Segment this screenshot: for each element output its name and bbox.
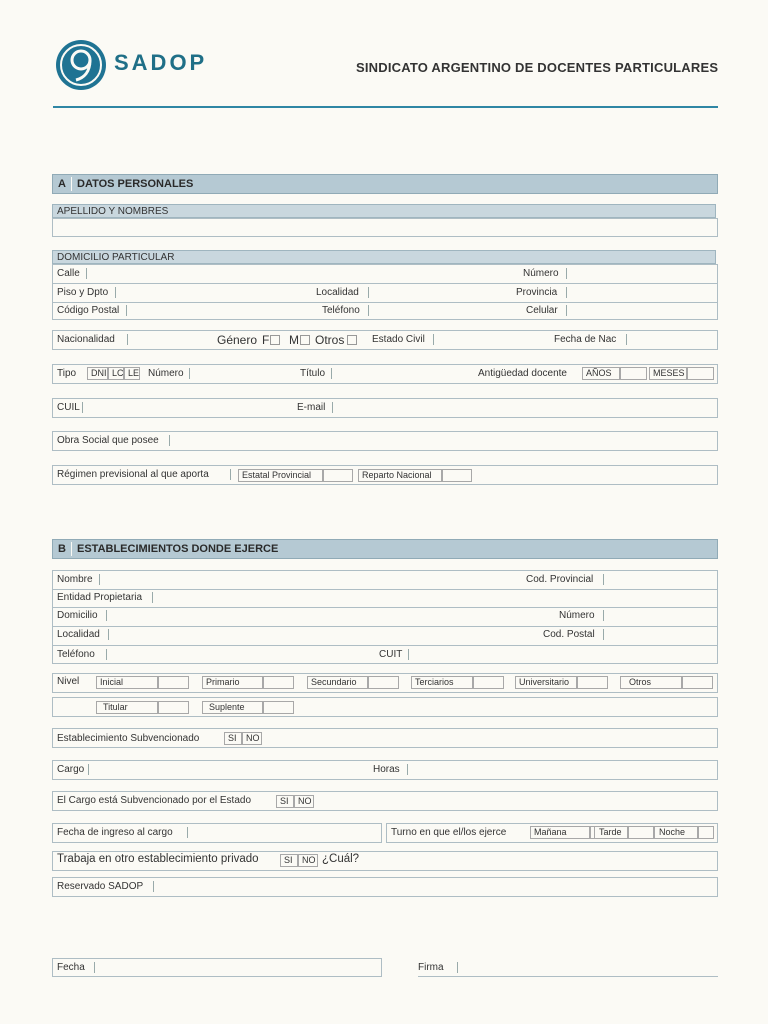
tipo-numero-label: Número	[148, 368, 184, 379]
titular-checkbox[interactable]	[158, 701, 189, 714]
field-sep	[115, 287, 116, 298]
b-cod-provincial-field[interactable]	[605, 572, 715, 588]
genero-m-checkbox[interactable]	[300, 335, 310, 345]
tipo-label: Tipo	[57, 368, 77, 379]
field-sep	[88, 764, 89, 775]
b-cod-postal-label: Cod. Postal	[543, 629, 595, 640]
numero-field[interactable]	[568, 266, 716, 282]
estatal-checkbox[interactable]	[323, 469, 353, 482]
fecha-field[interactable]	[96, 960, 380, 976]
antiguedad-label: Antigüedad docente	[478, 368, 567, 379]
field-sep	[94, 962, 95, 973]
section-a-header	[52, 174, 718, 194]
reparto-option: Reparto Nacional	[358, 469, 442, 482]
nacionalidad-field[interactable]	[129, 332, 209, 348]
codigo-postal-label: Código Postal	[57, 305, 120, 316]
nivel-primario-option: Primario	[202, 676, 263, 689]
estatal-option: Estatal Provincial	[238, 469, 323, 482]
nivel-inicial-option: Inicial	[96, 676, 158, 689]
b-cuit-field[interactable]	[410, 647, 715, 663]
provincia-field[interactable]	[568, 285, 716, 301]
field-sep	[566, 287, 567, 298]
localidad-field[interactable]	[370, 285, 510, 301]
b-localidad-label: Localidad	[57, 629, 100, 640]
reservado-field	[155, 879, 715, 895]
section-a-title: DATOS PERSONALES	[77, 178, 194, 190]
field-sep	[99, 574, 100, 585]
b-nombre-field[interactable]	[101, 572, 516, 588]
cargo-subv-label: El Cargo está Subvencionado por el Estado	[57, 795, 252, 806]
genero-otros-checkbox[interactable]	[347, 335, 357, 345]
subvencionado-label: Establecimiento Subvencionado	[57, 733, 200, 744]
piso-field[interactable]	[117, 285, 307, 301]
horas-field[interactable]	[409, 762, 715, 778]
celular-label: Celular	[526, 305, 558, 316]
nivel-otros-checkbox[interactable]	[682, 676, 713, 689]
b-localidad-field[interactable]	[110, 627, 530, 643]
estado-civil-field[interactable]	[435, 332, 545, 348]
section-b-letter: B	[58, 543, 66, 555]
reservado-label: Reservado SADOP	[57, 881, 144, 892]
fecha-nac-field[interactable]	[628, 332, 716, 348]
field-sep	[230, 469, 231, 480]
fecha-ingreso-field[interactable]	[189, 825, 379, 841]
b-domicilio-field[interactable]	[108, 608, 548, 624]
nivel-secundario-option: Secundario	[307, 676, 368, 689]
b-numero-field[interactable]	[605, 608, 715, 624]
firma-label: Firma	[418, 962, 444, 973]
regimen-label: Régimen previsional al que aporta	[57, 469, 209, 480]
otro-estab-si-option[interactable]: SI	[280, 854, 298, 867]
field-sep	[331, 368, 332, 379]
genero-f-label: F	[262, 333, 270, 347]
field-sep	[153, 881, 154, 892]
reparto-checkbox[interactable]	[442, 469, 472, 482]
field-sep	[189, 368, 190, 379]
tipo-lc-option[interactable]: LC	[108, 367, 124, 380]
b-telefono-label: Teléfono	[57, 649, 95, 660]
suplente-option: Suplente	[202, 701, 263, 714]
titulo-label: Título	[300, 368, 326, 379]
cargo-subv-si-option[interactable]: SI	[276, 795, 294, 808]
org-name: SINDICATO ARGENTINO DE DOCENTES PARTICULARES	[356, 60, 719, 75]
field-sep	[433, 334, 434, 345]
cargo-subv-no-option[interactable]: NO	[294, 795, 314, 808]
field-sep	[126, 305, 127, 316]
meses-field[interactable]	[687, 367, 714, 380]
suplente-checkbox[interactable]	[263, 701, 294, 714]
field-sep	[407, 764, 408, 775]
fecha-nac-label: Fecha de Nac	[554, 334, 617, 345]
genero-label: Género	[217, 333, 258, 347]
celular-field[interactable]	[568, 303, 716, 319]
field-sep	[603, 629, 604, 640]
turno-label: Turno en que el/los ejerce	[391, 827, 507, 838]
firma-line	[418, 976, 718, 977]
field-sep	[408, 649, 409, 660]
titular-option: Titular	[96, 701, 158, 714]
section-a-letter: A	[58, 178, 66, 190]
field-sep	[82, 402, 83, 413]
field-sep	[566, 268, 567, 279]
email-label: E-mail	[297, 402, 326, 413]
genero-m-label: M	[289, 333, 299, 347]
field-sep	[106, 610, 107, 621]
cargo-field[interactable]	[90, 762, 360, 778]
genero-f-checkbox[interactable]	[270, 335, 280, 345]
cargo-label: Cargo	[57, 764, 85, 775]
b-entidad-label: Entidad Propietaria	[57, 592, 143, 603]
turno-manana-option: Mañana	[530, 826, 590, 839]
section-sep	[71, 177, 72, 191]
b-domicilio-label: Domicilio	[57, 610, 98, 621]
section-sep	[71, 542, 72, 556]
b-cod-provincial-label: Cod. Provincial	[526, 574, 594, 585]
domicilio-header: DOMICILIO PARTICULAR	[52, 250, 716, 264]
cuil-field[interactable]	[84, 400, 284, 416]
b-cod-postal-field[interactable]	[605, 627, 715, 643]
turno-noche-option: Noche	[654, 826, 698, 839]
field-sep	[169, 435, 170, 446]
tipo-numero-field[interactable]	[191, 366, 291, 382]
row-divider	[52, 283, 718, 284]
sadop-logo-icon	[54, 38, 108, 92]
field-sep	[603, 610, 604, 621]
horas-label: Horas	[373, 764, 400, 775]
nivel-terciarios-checkbox[interactable]	[473, 676, 504, 689]
nivel-primario-checkbox[interactable]	[263, 676, 294, 689]
field-sep	[368, 305, 369, 316]
turno-tarde-checkbox[interactable]	[628, 826, 654, 839]
genero-otros-label: Otros	[315, 333, 345, 347]
field-sep	[127, 334, 128, 345]
header-rule	[53, 106, 718, 108]
anios-field[interactable]	[620, 367, 647, 380]
cual-label: ¿Cuál?	[322, 853, 360, 865]
apellido-field[interactable]	[52, 218, 718, 237]
field-sep	[457, 962, 458, 973]
subvencionado-si-option[interactable]: SI	[224, 732, 242, 745]
turno-tarde-option: Tarde	[594, 826, 628, 839]
email-field[interactable]	[334, 400, 714, 416]
anios-label: AÑOS	[582, 367, 620, 380]
meses-label: MESES	[649, 367, 687, 380]
piso-label: Piso y Dpto	[57, 287, 109, 298]
titulo-field[interactable]	[333, 366, 473, 382]
nivel-secundario-checkbox[interactable]	[368, 676, 399, 689]
firma-field[interactable]	[459, 960, 717, 975]
otro-estab-label: Trabaja en otro establecimiento privado	[57, 853, 259, 865]
tipo-le-option[interactable]: LE	[124, 367, 140, 380]
field-sep	[332, 402, 333, 413]
turno-noche-checkbox[interactable]	[698, 826, 714, 839]
nivel-terciarios-option: Terciarios	[411, 676, 473, 689]
otro-estab-no-option[interactable]: NO	[298, 854, 318, 867]
nivel-otros-option: Otros	[620, 676, 682, 689]
estado-civil-label: Estado Civil	[372, 334, 425, 345]
cual-field[interactable]	[365, 853, 715, 869]
nivel-label: Nivel	[57, 676, 80, 687]
row-divider	[52, 645, 718, 646]
obra-social-label: Obra Social que posee	[57, 435, 159, 446]
numero-label: Número	[523, 268, 559, 279]
section-b-header	[52, 539, 718, 559]
tipo-dni-option[interactable]: DNI	[87, 367, 108, 380]
fecha-ingreso-label: Fecha de ingreso al cargo	[57, 827, 173, 838]
b-cuit-label: CUIT	[379, 649, 403, 660]
field-sep	[86, 268, 87, 279]
b-entidad-field[interactable]	[154, 590, 714, 606]
telefono-field[interactable]	[370, 303, 515, 319]
field-sep	[626, 334, 627, 345]
field-sep	[368, 287, 369, 298]
field-sep	[152, 592, 153, 603]
b-nombre-label: Nombre	[57, 574, 93, 585]
field-sep	[108, 629, 109, 640]
obra-social-field[interactable]	[171, 433, 716, 449]
apellido-header: APELLIDO Y NOMBRES	[52, 204, 716, 218]
provincia-label: Provincia	[516, 287, 558, 298]
codigo-postal-field[interactable]	[128, 303, 313, 319]
telefono-label: Teléfono	[322, 305, 360, 316]
calle-field[interactable]	[88, 266, 513, 282]
calle-label: Calle	[57, 268, 80, 279]
localidad-label: Localidad	[316, 287, 359, 298]
fecha-label: Fecha	[57, 962, 85, 973]
b-telefono-field[interactable]	[108, 647, 368, 663]
field-sep	[106, 649, 107, 660]
nivel-inicial-checkbox[interactable]	[158, 676, 189, 689]
logo-text: SADOP	[114, 50, 208, 75]
nivel-universitario-checkbox[interactable]	[577, 676, 608, 689]
nacionalidad-label: Nacionalidad	[57, 334, 115, 345]
cuil-label: CUIL	[57, 402, 80, 413]
nivel-universitario-option: Universitario	[515, 676, 577, 689]
field-sep	[187, 827, 188, 838]
subvencionado-no-option[interactable]: NO	[242, 732, 262, 745]
section-b-title: ESTABLECIMIENTOS DONDE EJERCE	[77, 543, 279, 555]
b-numero-label: Número	[559, 610, 595, 621]
field-sep	[603, 574, 604, 585]
field-sep	[566, 305, 567, 316]
